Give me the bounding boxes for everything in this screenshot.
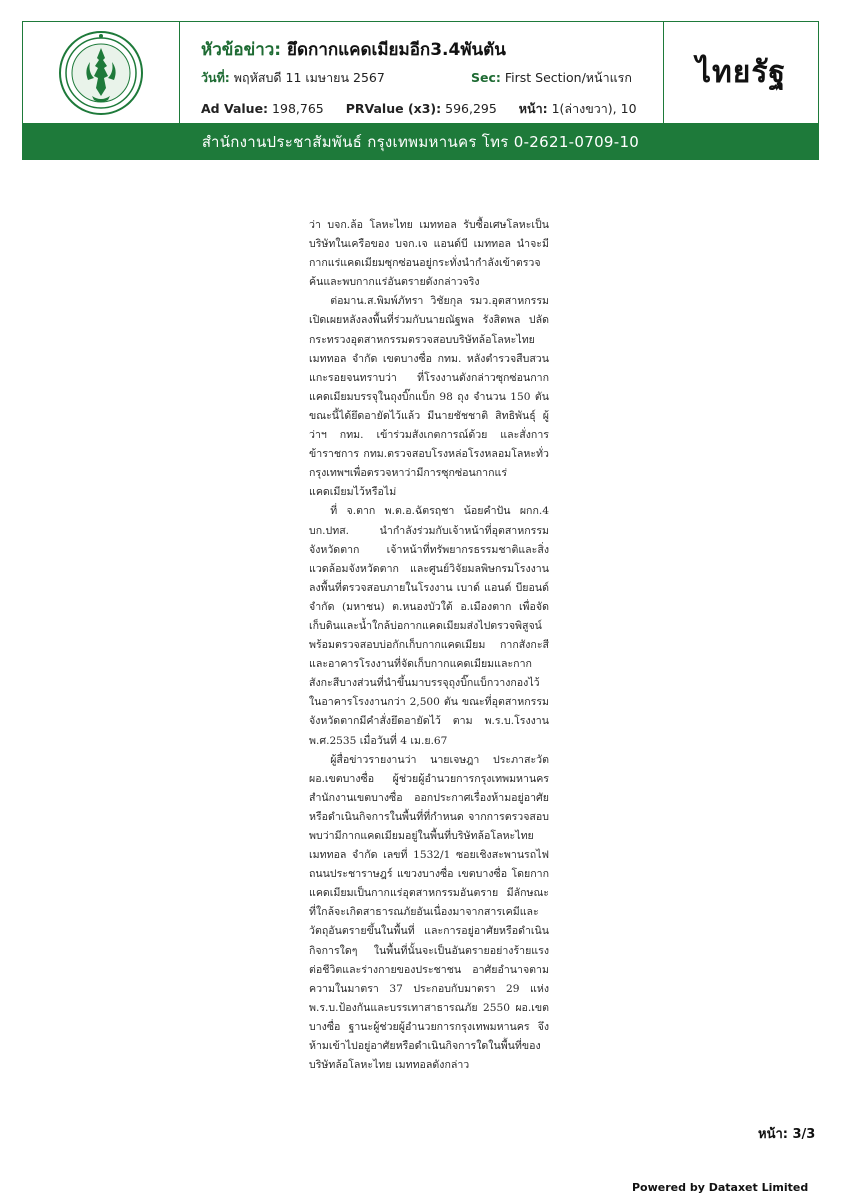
logo-cell xyxy=(23,22,180,123)
clipping-header xyxy=(22,21,819,124)
date-row xyxy=(201,68,385,88)
headline-text: ยึดกากแคดเมียมอีก3.4พันตัน xyxy=(287,40,506,60)
powered-by: Powered by Dataxet Limited xyxy=(632,1181,809,1194)
publication-cell xyxy=(664,22,818,123)
date-value: พฤหัสบดี 11 เมษายน 2567 xyxy=(233,70,385,85)
article-paragraph: ว่า บจก.ล้อ โลหะไทย เมททอล รับซื้อเศษโลหะเป็นบริษัทในเครือของ บจก.เจ แอนด์บี เมททอล นำจะมีกากแร่แคดเมียมซุกซ่อนอยู่กระทั่งนำกำลังเข้าตรวจค้นและพบกากแร่อันตรายดังกล่าวจริง xyxy=(309,219,549,289)
pr-value: 596,295 xyxy=(445,101,497,116)
contact-band-text: สำนักงานประชาสัมพันธ์ กรุงเทพมหานคร โทร 0-2621-0709-10 xyxy=(201,133,640,151)
value-row xyxy=(201,99,637,119)
ad-value-label: Ad Value: xyxy=(201,101,269,116)
page-label: หน้า: xyxy=(518,101,548,116)
article-clipping xyxy=(309,216,549,1075)
headline-label: หัวข้อข่าว: xyxy=(201,40,282,60)
contact-band xyxy=(22,124,819,160)
article-paragraph: ต่อมาน.ส.พิมพ์ภัทรา วิชัยกุล รมว.อุตสาหกรรม เปิดเผยหลังลงพื้นที่ร่วมกับนายณัฐพล รังสิตพล ปลัดกระทรวงอุตสาหกรรมตรวจสอบบริษัทล้อโลหะไทย เมททอล จำกัด เขตบางซื่อ กทม. หลังตำรวจสืบสวนแกะรอยจนทราบว่า ที่โรงงานดังกล่าวซุกซ่อนกากแคดเมียมบรรจุในถุงบิ๊กแบ็ก 98 ถุง จำนวน 150 ตัน ขณะนี้ได้ยึดอายัดไว้แล้ว มีนายชัชชาติ สิทธิพันธุ์ ผู้ว่าฯ กทม. เข้าร่วมสังเกตการณ์ด้วย และสั่งการข้าราชการ กทม.ตรวจสอบโรงหล่อโรงหลอมโลหะทั่วกรุงเทพฯเพื่อตรวจหาว่ามีการซุกซ่อนกากแร่แคดเมียมไว้หรือไม่ xyxy=(309,295,549,499)
publication-name: ไทยรัฐ xyxy=(695,55,787,90)
page-number: หน้า: 3/3 xyxy=(758,1127,816,1142)
ad-value: 198,765 xyxy=(272,101,324,116)
section-value: First Section/หน้าแรก xyxy=(504,70,632,85)
headline xyxy=(201,36,506,63)
page-value: 1(ล่างขวา), 10 xyxy=(551,101,637,116)
article-paragraph: ผู้สื่อข่าวรายงานว่า นายเจษฎา ประภาสะวัต ผอ.เขตบางซื่อ ผู้ช่วยผู้อำนวยการกรุงเทพมหานคร สำนักงานเขตบางซื่อ ออกประกาศเรื่องห้ามอยู่อาศัยหรือดำเนินกิจการในพื้นที่ที่กำหนด จากการตรวจสอบพบว่ามีกากแคดเมียมอยู่ในพื้นที่บริษัทล้อโลหะไทย เมททอล จำกัด เลขที่ 1532/1 ซอยเชิงสะพานรถไฟ ถนนประชาราษฎร์ แขวงบางซื่อ เขตบางซื่อ โดยกากแคดเมียมเป็นกากแร่อุตสาหกรรมอันตราย มีลักษณะที่ใกล้จะเกิดสาธารณภัยอันเนื่องมาจากสารเคมีและวัตถุอันตรายขึ้นในพื้นที่ และการอยู่อาศัยหรือดำเนินกิจการใดๆ ในพื้นที่นั้นจะเป็นอันตรายอย่างร้ายแรงต่อชีวิตและร่างกายของประชาชน อาศัยอำนาจตามความในมาตรา 37 ประกอบกับมาตรา 29 แห่ง พ.ร.บ.ป้องกันและบรรเทาสาธารณภัย 2550 ผอ.เขตบางซื่อ ฐานะผู้ช่วยผู้อำนวยการกรุงเทพมหานคร จึงห้ามเข้าไปอยู่อาศัยหรือดำเนินกิจการใดในพื้นที่ของบริษัทล้อโลหะไทย เมททอลดังกล่าว xyxy=(309,753,549,1072)
section-row xyxy=(471,68,632,88)
bangkok-city-seal-icon xyxy=(58,30,144,116)
article-paragraph: ที่ จ.ตาก พ.ต.อ.ฉัตรฤชา น้อยคำปัน ผกก.4 บก.ปทส. นำกำลังร่วมกับเจ้าหน้าที่อุตสาหกรรมจังหวัดตาก เจ้าหน้าที่ทรัพยากรธรรมชาติและสิ่งแวดล้อมจังหวัดตาก และศูนย์วิจัยมลพิษกรมโรงงาน ลงพื้นที่ตรวจสอบภายในโรงงาน เบาด์ แอนด์ บียอนด์ จำกัด (มหาชน) ต.หนองบัวใต้ อ.เมืองตาก เพื่อจัดเก็บดินและน้ำใกล้บ่อกากแคดเมียมส่งไปตรวจพิสูจน์ พร้อมตรวจสอบบ่อกักเก็บกากแคดเมียม กากสังกะสีและอาคารโรงงานที่จัดเก็บกากแคดเมียมและกากสังกะสีบางส่วนที่นำขึ้นมาบรรจุถุงบิ๊กแบ็กวางกองไว้ในอาคารโรงงานกว่า 2,500 ตัน ขณะที่อุตสาหกรรมจังหวัดตากมีคำสั่งยึดอายัดไว้ ตาม พ.ร.บ.โรงงาน พ.ศ.2535 เมื่อวันที่ 4 เม.ย.67 xyxy=(309,505,549,747)
pr-value-label: PRValue (x3): xyxy=(345,101,442,116)
clipping-info xyxy=(179,22,664,123)
date-label: วันที่: xyxy=(201,70,230,85)
section-label: Sec: xyxy=(471,70,501,85)
